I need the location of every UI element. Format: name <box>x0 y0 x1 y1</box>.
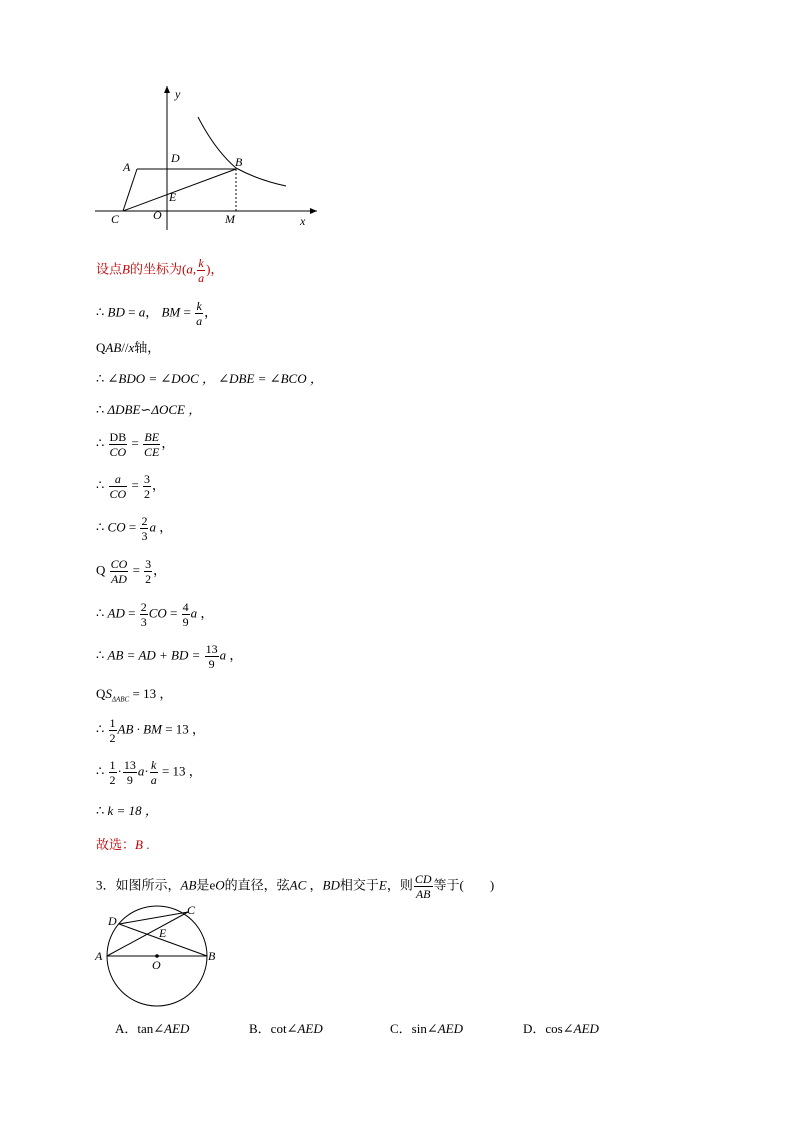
segment-CB <box>123 169 236 211</box>
solution-line-4: ∴ ∠BDO = ∠DOC ， ∠DBE = ∠BCO ， <box>96 371 323 386</box>
solution-line-13: ∴ $\frac{1}{2}$ AB · BM = 13 ， <box>96 716 206 745</box>
label-E: E <box>159 926 167 940</box>
label-D: D <box>171 151 180 165</box>
choice-d[interactable]: D．cos∠AED <box>523 1021 599 1036</box>
label-B: B <box>235 155 243 169</box>
solution-line-10: ∴ AD = $\frac{2}{3}$ CO = $\frac{4}{9}$ a ， <box>96 600 214 629</box>
label-O: O <box>153 208 162 222</box>
solution-line-2: ∴ BD = a， BM = $\frac{k}{a}$ ， <box>96 299 218 328</box>
label-E: E <box>169 190 177 204</box>
solution-line-1: 设点B的坐标为(a, $\frac{k}{a}$ )， <box>96 256 224 285</box>
label-M: M <box>225 212 235 226</box>
label-x: x <box>300 214 306 228</box>
solution-line-5: ∴ ΔDBE∽ΔOCE ， <box>96 402 202 417</box>
solution-line-7: ∴ $\frac{a}{CO}$ = $\frac{3}{2}$ ， <box>96 472 166 501</box>
label-A: A <box>123 160 131 174</box>
label-O: O <box>152 958 161 972</box>
choice-c[interactable]: C．sin∠AED <box>390 1021 464 1036</box>
solution-line-11: ∴ AB = AD + BD = $\frac{13}{9}$ a ， <box>96 642 243 671</box>
label-B: B <box>208 949 216 963</box>
solution-line-14: ∴ $\frac{1}{2}$ · $\frac{13}{9}$ a· $\frac{k}{a}$ = 13 ， <box>96 758 202 787</box>
choice-a[interactable]: A．tan∠AED <box>115 1021 190 1036</box>
segment-AC <box>123 169 137 211</box>
hyperbola-curve <box>198 117 286 186</box>
label-A: A <box>95 949 103 963</box>
choice-b[interactable]: B．cot∠AED <box>249 1021 323 1036</box>
solution-line-9: Q $\frac{CO}{AD}$ = $\frac{3}{2}$ ， <box>96 557 167 586</box>
label-y: y <box>175 87 181 101</box>
solution-line-8: ∴ CO = $\frac{2}{3}$ a ， <box>96 514 173 543</box>
label-D: D <box>108 914 117 928</box>
label-C: C <box>111 212 120 226</box>
solution-line-12: $QS_{\Delta ABC} = 13$ ， <box>96 686 173 704</box>
circle-figure <box>92 900 222 1010</box>
question-3: 3．如图所示，AB是eO的直径，弦AC ，BD相交于E，则 $\frac{CD}{AB}$ 等于( ) <box>96 872 495 901</box>
solution-line-15: ∴ k = 18 ， <box>96 803 158 818</box>
answer-line: 故选：B . <box>96 837 150 852</box>
label-C: C <box>187 903 196 917</box>
coordinate-figure <box>90 80 330 235</box>
solution-line-3: QAB//x轴， <box>96 340 161 355</box>
fraction-k-over-a: $\frac{k}{a}$ <box>198 256 205 285</box>
solution-line-6: ∴ $\frac{DB}{CO}$ = $\frac{BE}{CE}$ ， <box>96 430 175 459</box>
